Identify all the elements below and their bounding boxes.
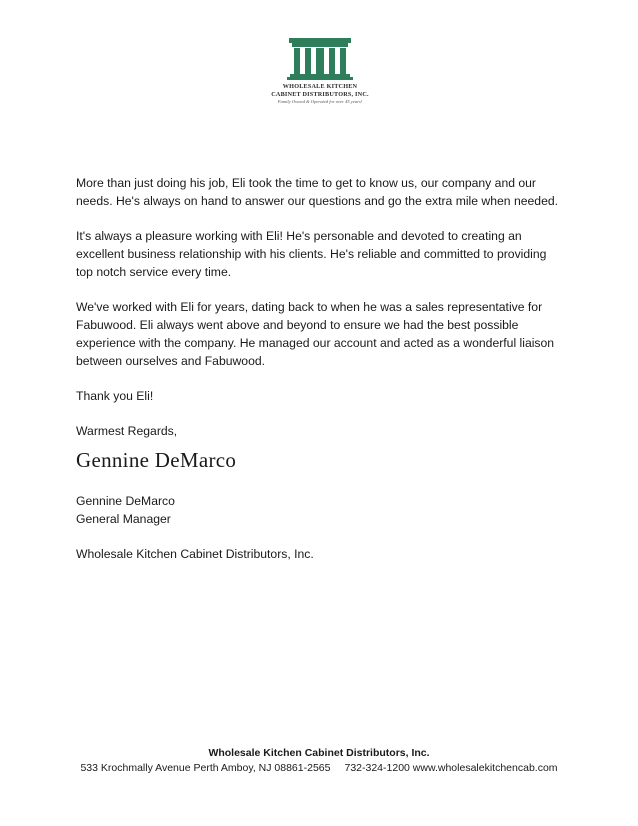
letter-paragraph: We've worked with Eli for years, dating back to when he was a sales representative for Fabuwood. Eli always went above and beyond to ensure we had the best possible experience with the company. He managed our account and acted as a wonderful liaison between ourselves and Fabuwood.	[76, 300, 555, 368]
logo-text-line2: CABINET DISTRIBUTORS, INC.	[271, 91, 369, 98]
footer-website[interactable]: www.wholesalekitchencab.com	[412, 762, 558, 774]
building-logo-icon	[287, 38, 353, 80]
letter-paragraph: It's always a pleasure working with Eli! He's personable and devoted to creating an excellent business relationship with his clients. He's reliable and committed to providing top notch service every time.	[76, 229, 547, 279]
footer-address: 533 Krochmally Avenue Perth Amboy, NJ 08861-2565	[80, 762, 331, 774]
footer-contact-line	[0, 762, 638, 774]
letter-paragraph: More than just doing his job, Eli took the time to get to know us, our company and our needs. He's always on hand to answer our questions and go the extra mile when needed.	[76, 176, 559, 208]
signer-block	[76, 492, 566, 528]
letter-closing: Warmest Regards,	[76, 424, 178, 438]
letter-body	[76, 174, 566, 563]
signer-name: Gennine DeMarco	[76, 494, 175, 508]
company-logo	[260, 38, 380, 108]
signer-company: Wholesale Kitchen Cabinet Distributors, Inc.	[76, 547, 314, 561]
handwritten-signature: Gennine DeMarco	[76, 448, 237, 472]
signer-title: General Manager	[76, 512, 171, 526]
letter-paragraph: Thank you Eli!	[76, 389, 154, 403]
footer-company-name: Wholesale Kitchen Cabinet Distributors, Inc.	[208, 747, 430, 759]
footer-phone: 732-324-1200	[344, 762, 410, 774]
logo-text-line1: WHOLESALE KITCHEN	[282, 83, 358, 90]
logo-tagline: Family Owned & Operated for over 45 years!	[277, 99, 363, 104]
